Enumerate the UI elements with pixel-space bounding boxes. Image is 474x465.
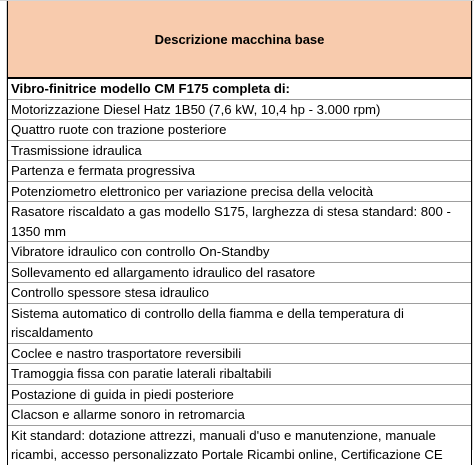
table-row[interactable] bbox=[8, 364, 471, 385]
table-row[interactable] bbox=[8, 161, 471, 182]
table-row[interactable] bbox=[8, 100, 471, 121]
table-row[interactable] bbox=[8, 385, 471, 406]
cell-text: Potenziometro elettronico per variazione precisa della velocità bbox=[11, 183, 374, 199]
cell-text: Sistema automatico di controllo della fiamma e della temperatura di bbox=[11, 305, 404, 321]
cell-text-continued: ricambi, accesso personalizzato Portale Ricambi online, Certificazione CE bbox=[11, 447, 443, 462]
table-row[interactable] bbox=[8, 304, 471, 344]
table-row[interactable] bbox=[8, 242, 471, 263]
table-row[interactable] bbox=[8, 405, 471, 426]
table-row[interactable] bbox=[8, 344, 471, 365]
cell-text: Coclee e nastro trasportatore reversibili bbox=[11, 345, 242, 361]
grid-line bbox=[472, 0, 473, 450]
cell-text: Sollevamento ed allargamento idraulico del rasatore bbox=[11, 264, 316, 280]
table-row[interactable] bbox=[8, 283, 471, 304]
cell-text: Rasatore riscaldato a gas modello S175, larghezza di stesa standard: 800 - bbox=[11, 204, 451, 219]
header-cell[interactable] bbox=[7, 1, 472, 78]
table-row[interactable] bbox=[8, 120, 471, 141]
cell-text-continued: 1350 mm bbox=[11, 223, 66, 239]
cell-text: Controllo spessore stesa idraulico bbox=[11, 285, 209, 300]
cell-text: Tramoggia fissa con paratie laterali ribaltabili bbox=[11, 366, 272, 381]
description-table bbox=[7, 78, 472, 465]
cell-text: Motorizzazione Diesel Hatz 1B50 (7,6 kW, 10,4 hp - 3.000 rpm) bbox=[11, 101, 381, 117]
table-row[interactable] bbox=[8, 182, 471, 203]
cell-text: Kit standard: dotazione attrezzi, manuali d'uso e manutenzione, manuale bbox=[11, 427, 436, 443]
cell-text: Trasmissione idraulica bbox=[11, 142, 142, 158]
cell-text: Partenza e fermata progressiva bbox=[11, 163, 195, 178]
cell-text-continued: riscaldamento bbox=[11, 325, 94, 340]
table-row[interactable] bbox=[8, 263, 471, 284]
cell-text: Quattro ruote con trazione posteriore bbox=[11, 122, 227, 137]
cell-text: Vibratore idraulico con controllo On-Standby bbox=[11, 244, 270, 259]
table-row[interactable] bbox=[8, 78, 471, 100]
table-row[interactable] bbox=[8, 141, 471, 162]
header-title: Descrizione macchina base bbox=[154, 31, 325, 47]
cell-text: Vibro-finitrice modello CM F175 completa di: bbox=[11, 81, 290, 96]
table-row[interactable] bbox=[8, 426, 471, 465]
table-row[interactable] bbox=[8, 202, 471, 242]
cell-text: Clacson e allarme sonoro in retromarcia bbox=[11, 407, 245, 422]
cell-text: Postazione di guida in piedi posteriore bbox=[11, 386, 234, 402]
